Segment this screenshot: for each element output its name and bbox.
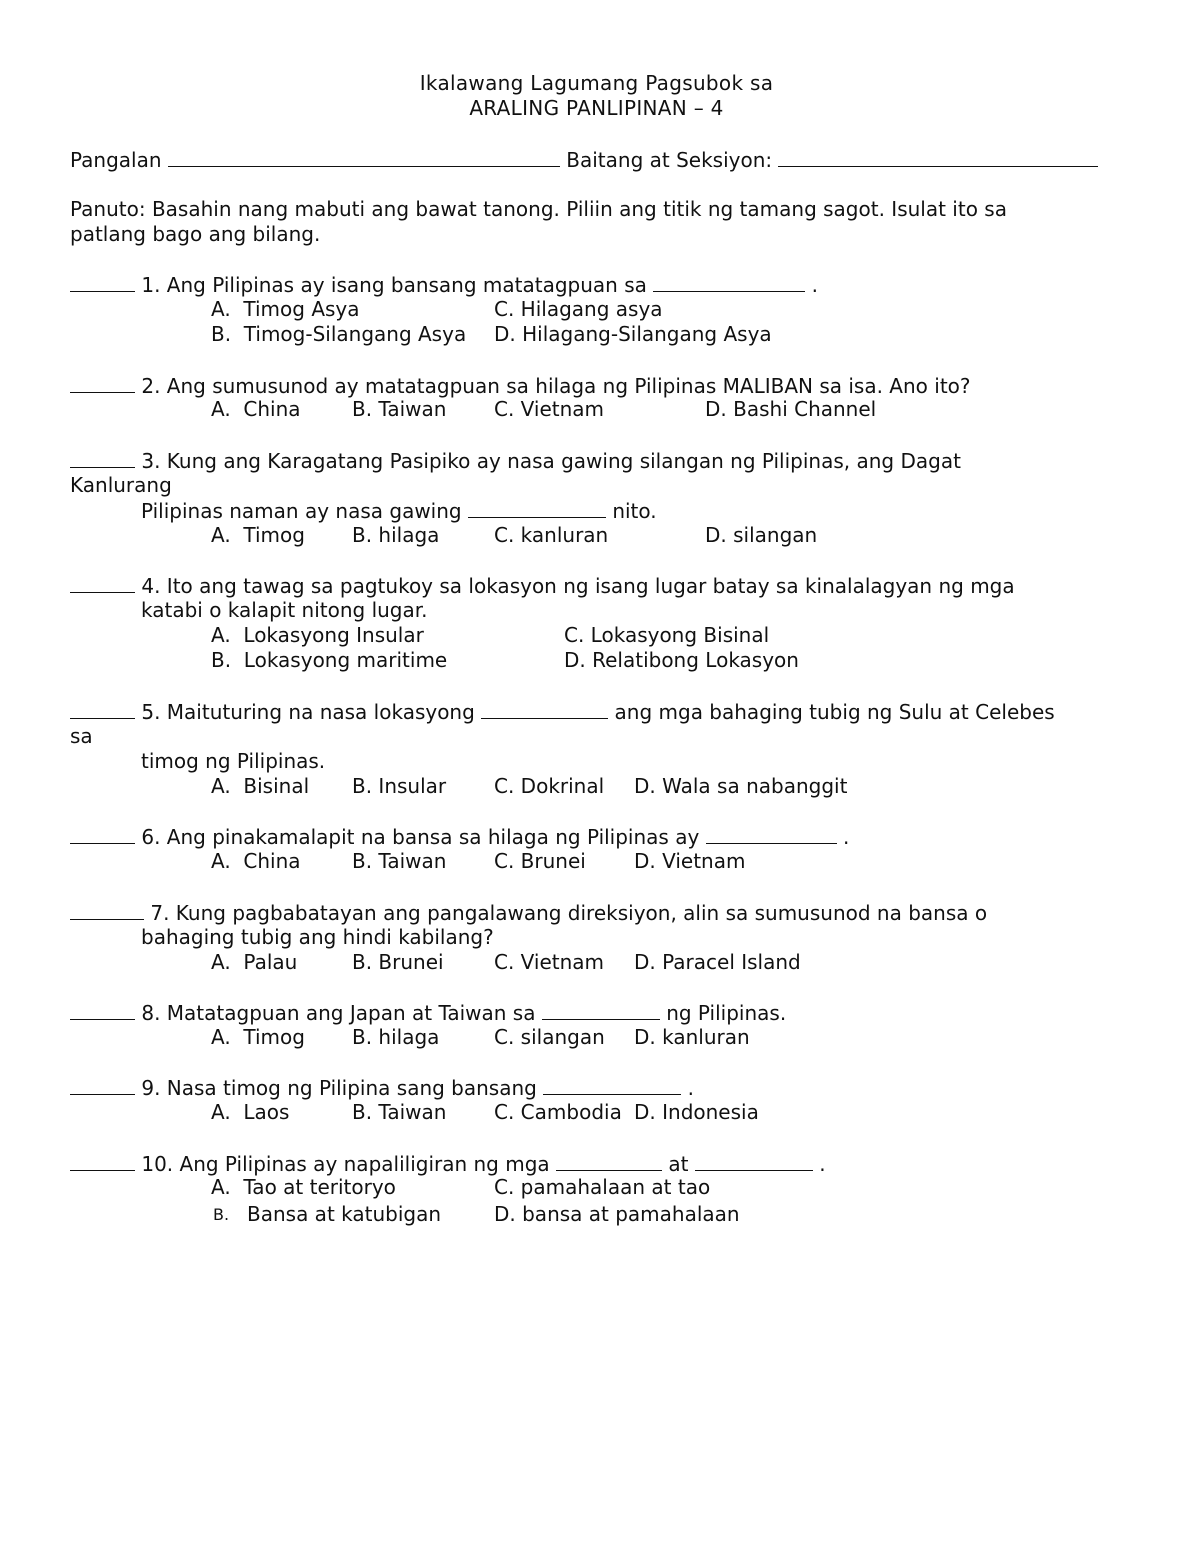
q3-choice-c: C. kanluran: [494, 523, 609, 547]
answer-blank-3[interactable]: [70, 448, 135, 468]
q3-choice-d: D. silangan: [705, 523, 818, 547]
q2-choice-d: D. Bashi Channel: [705, 397, 877, 421]
question-9: 9. Nasa timog ng Pilipina sang bansang .: [70, 1075, 694, 1101]
q5-choice-d: D. Wala sa nabanggit: [634, 774, 848, 798]
q8-choice-b: B. hilaga: [352, 1025, 440, 1049]
q10-choice-b: Bansa at katubigan: [247, 1202, 442, 1226]
q1-choice-b: B. Timog-Silangang Asya: [211, 322, 467, 346]
q5-choice-b: B. Insular: [352, 774, 447, 798]
name-blank[interactable]: [168, 147, 560, 167]
question-2: 2. Ang sumusunod ay matatagpuan sa hilaga ng Pilipinas MALIBAN sa isa. Ano ito?: [70, 373, 971, 399]
document-subject: ARALING PANLIPINAN – 4: [469, 96, 724, 120]
answer-blank-6[interactable]: [70, 824, 135, 844]
fill-blank-9[interactable]: [543, 1075, 681, 1095]
q5-choice-a: A. Bisinal: [211, 774, 310, 798]
q2-choice-c: C. Vietnam: [494, 397, 605, 421]
q6-choice-d: D. Vietnam: [634, 849, 746, 873]
q7-choice-c: C. Vietnam: [494, 950, 605, 974]
q4-choice-c: C. Lokasyong Bisinal: [564, 623, 770, 647]
instructions-line-1: Panuto: Basahin nang mabuti ang bawat tanong. Piliin ang titik ng tamang sagot. Isulat ito sa: [70, 197, 1007, 221]
q7-choice-a: A. Palau: [211, 950, 298, 974]
q8-choice-c: C. silangan: [494, 1025, 605, 1049]
question-7-line-2: bahaging tubig ang hindi kabilang?: [141, 925, 494, 949]
question-4-line-2: katabi o kalapit nitong lugar.: [141, 598, 428, 622]
q3-choice-a: A. Timog: [211, 523, 305, 547]
q9-choice-a: A. Laos: [211, 1100, 290, 1124]
q9-choice-b: B. Taiwan: [352, 1100, 447, 1124]
answer-blank-1[interactable]: [70, 272, 135, 292]
q3-choice-b: B. hilaga: [352, 523, 440, 547]
document-title: Ikalawang Lagumang Pagsubok sa: [419, 71, 774, 95]
fill-blank-10a[interactable]: [556, 1151, 662, 1171]
q7-choice-d: D. Paracel Island: [634, 950, 801, 974]
q10-choice-c: C. pamahalaan at tao: [494, 1175, 711, 1199]
section-blank[interactable]: [778, 147, 1098, 167]
question-3-line-2: Kanlurang: [70, 473, 172, 497]
q4-choice-b: B. Lokasyong maritime: [211, 648, 448, 672]
question-3: 3. Kung ang Karagatang Pasipiko ay nasa gawing silangan ng Pilipinas, ang Dagat: [70, 448, 961, 474]
answer-blank-7[interactable]: [70, 900, 144, 920]
fill-blank-5[interactable]: [481, 699, 608, 719]
question-8: 8. Matatagpuan ang Japan at Taiwan sa ng Pilipinas.: [70, 1000, 786, 1026]
instructions-line-2: patlang bago ang bilang.: [70, 222, 321, 246]
q10-choice-d: D. bansa at pamahalaan: [494, 1202, 740, 1226]
q2-choice-b: B. Taiwan: [352, 397, 447, 421]
q10-choice-b-letter: B.: [213, 1205, 230, 1224]
answer-blank-5[interactable]: [70, 699, 135, 719]
q1-choice-a: A. Timog Asya: [211, 297, 360, 321]
q9-choice-d: D. Indonesia: [634, 1100, 759, 1124]
answer-blank-2[interactable]: [70, 373, 135, 393]
name-field-row: [70, 147, 1098, 173]
q6-choice-b: B. Taiwan: [352, 849, 447, 873]
question-3-line-3: Pilipinas naman ay nasa gawing nito.: [141, 499, 657, 523]
answer-blank-10[interactable]: [70, 1151, 135, 1171]
q2-choice-a: A. China: [211, 397, 301, 421]
question-6: 6. Ang pinakamalapit na bansa sa hilaga ng Pilipinas ay .: [70, 824, 849, 850]
q4-choice-d: D. Relatibong Lokasyon: [564, 648, 799, 672]
question-5: 5. Maituturing na nasa lokasyong ang mga bahaging tubig ng Sulu at Celebes: [70, 699, 1055, 725]
question-5-line-3: timog ng Pilipinas.: [141, 749, 326, 773]
fill-blank-6[interactable]: [706, 824, 837, 844]
q6-choice-a: A. China: [211, 849, 301, 873]
section-label: Baitang at Seksiyon:: [566, 148, 773, 172]
answer-blank-9[interactable]: [70, 1075, 135, 1095]
question-10: 10. Ang Pilipinas ay napaliligiran ng mga at .: [70, 1151, 826, 1177]
answer-blank-4[interactable]: [70, 573, 135, 593]
fill-blank-10b[interactable]: [695, 1151, 813, 1171]
q5-choice-c: C. Dokrinal: [494, 774, 605, 798]
question-1: 1. Ang Pilipinas ay isang bansang matatagpuan sa .: [70, 272, 818, 298]
question-4: 4. Ito ang tawag sa pagtukoy sa lokasyon ng isang lugar batay sa kinalalagyan ng mga: [70, 573, 1015, 599]
q6-choice-c: C. Brunei: [494, 849, 586, 873]
fill-blank-8[interactable]: [542, 1000, 660, 1020]
q7-choice-b: B. Brunei: [352, 950, 444, 974]
q9-choice-c: C. Cambodia: [494, 1100, 622, 1124]
q8-choice-a: A. Timog: [211, 1025, 305, 1049]
answer-blank-8[interactable]: [70, 1000, 135, 1020]
q8-choice-d: D. kanluran: [634, 1025, 750, 1049]
fill-blank-3[interactable]: [468, 498, 606, 518]
q4-choice-a: A. Lokasyong Insular: [211, 623, 424, 647]
q1-choice-d: D. Hilagang-Silangang Asya: [494, 322, 772, 346]
q1-choice-c: C. Hilagang asya: [494, 297, 663, 321]
name-label: Pangalan: [70, 148, 162, 172]
fill-blank-1[interactable]: [653, 272, 805, 292]
question-7: 7. Kung pagbabatayan ang pangalawang direksiyon, alin sa sumusunod na bansa o: [70, 900, 987, 926]
q10-choice-a: A. Tao at teritoryo: [211, 1175, 396, 1199]
question-5-line-2: sa: [70, 724, 93, 748]
